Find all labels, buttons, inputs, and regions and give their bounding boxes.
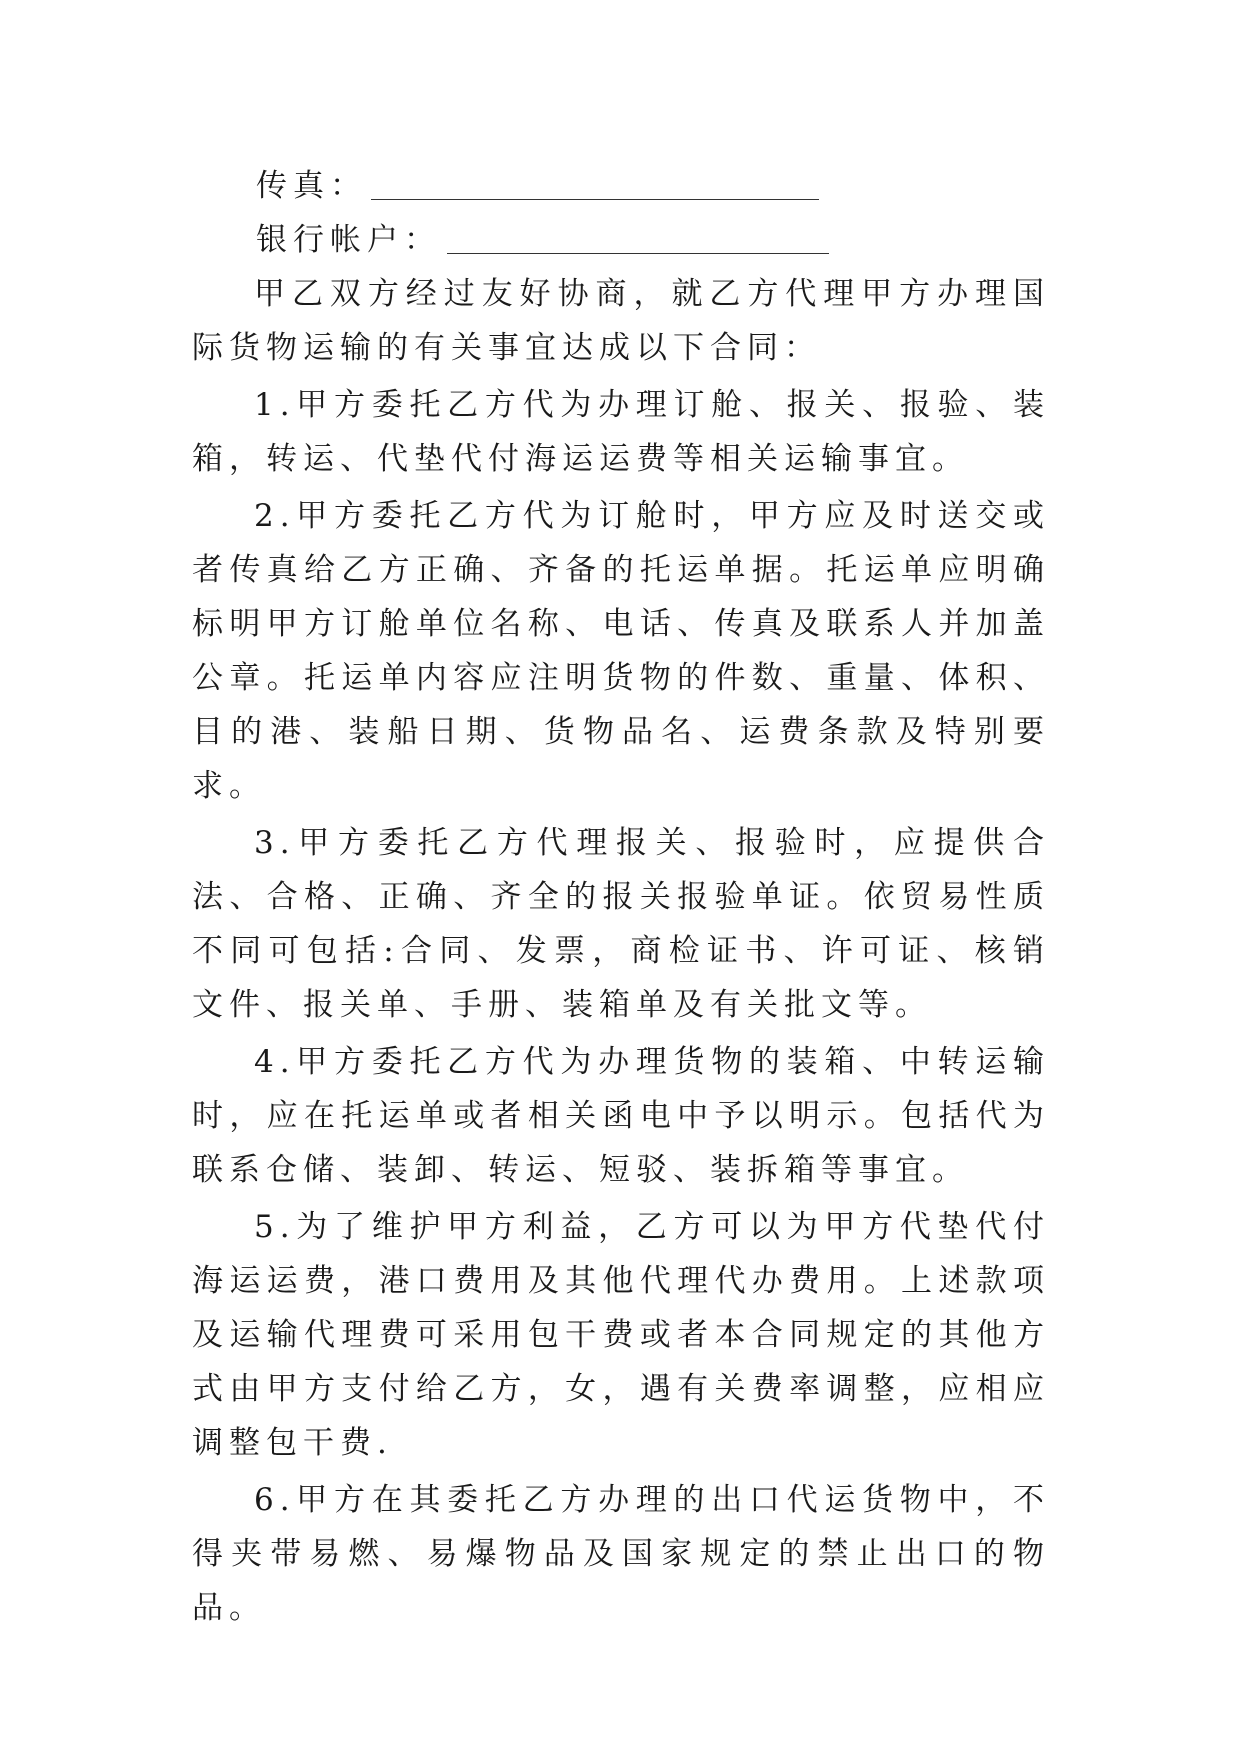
- clause-3: 3.甲方委托乙方代理报关、报验时，应提供合法、合格、正确、齐全的报关报验单证。依贸易性质不同可包括:合同、发票，商检证书、许可证、核销文件、报关单、手册、装箱单及有关批文等。: [192, 825, 1050, 1023]
- fax-label: 传真：: [256, 168, 367, 204]
- fax-field: [192, 159, 1050, 213]
- intro-paragraph: 甲乙双方经过友好协商，就乙方代理甲方办理国际货物运输的有关事宜达成以下合同：: [192, 276, 1050, 366]
- contract-body: [192, 159, 1050, 1635]
- bank-account-blank-line: [447, 252, 829, 254]
- clause-6: 6.甲方在其委托乙方办理的出口代运货物中，不得夹带易燃、易爆物品及国家规定的禁止出口的物品。: [192, 1482, 1050, 1626]
- fax-blank-line: [371, 198, 819, 200]
- clause-1: 1.甲方委托乙方代为办理订舱、报关、报验、装箱，转运、代垫代付海运运费等相关运输事宜。: [192, 387, 1050, 477]
- clause-4: 4.甲方委托乙方代为办理货物的装箱、中转运输时，应在托运单或者相关函电中予以明示。包括代为联系仓储、装卸、转运、短驳、装拆箱等事宜。: [192, 1044, 1050, 1188]
- clause-5: 5.为了维护甲方利益，乙方可以为甲方代垫代付海运运费，港口费用及其他代理代办费用。上述款项及运输代理费可采用包干费或者本合同规定的其他方式由甲方支付给乙方，女，遇有关费率调整，应相应调整包干费.: [192, 1209, 1050, 1461]
- bank-account-field: [192, 213, 1050, 267]
- bank-account-label: 银行帐户：: [256, 222, 441, 258]
- clause-2: 2.甲方委托乙方代为订舱时，甲方应及时送交或者传真给乙方正确、齐备的托运单据。托运单应明确标明甲方订舱单位名称、电话、传真及联系人并加盖公章。托运单内容应注明货物的件数、重量、体积、目的港、装船日期、货物品名、运费条款及特别要求。: [192, 498, 1050, 804]
